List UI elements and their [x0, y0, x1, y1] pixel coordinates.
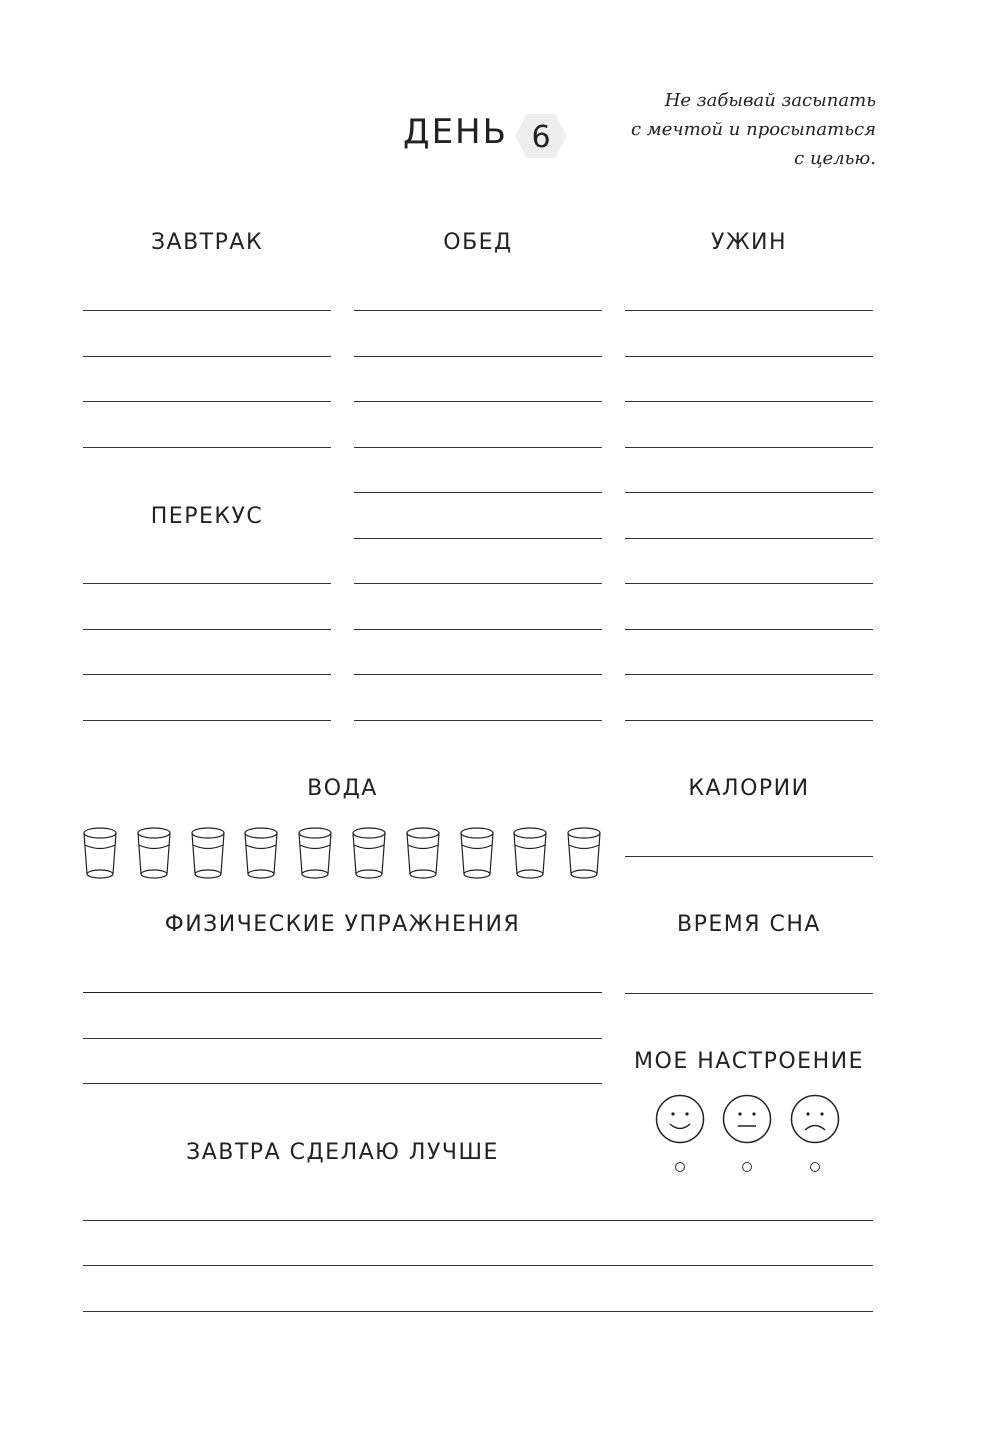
dinner-line[interactable]	[625, 674, 873, 675]
lunch-heading: ОБЕД	[443, 230, 513, 255]
water-glass-icon[interactable]	[295, 826, 335, 882]
dinner-line[interactable]	[625, 629, 873, 630]
breakfast-line[interactable]	[83, 447, 331, 448]
quote-line: с целью.	[794, 148, 876, 169]
water-glass-icon[interactable]	[510, 826, 550, 882]
water-heading: ВОДА	[307, 776, 378, 801]
water-glass-icon[interactable]	[241, 826, 281, 882]
breakfast-line[interactable]	[83, 310, 331, 311]
sleep-heading: ВРЕМЯ СНА	[677, 912, 821, 937]
better-tomorrow-line[interactable]	[83, 1265, 873, 1266]
lunch-line[interactable]	[354, 356, 602, 357]
lunch-line[interactable]	[354, 583, 602, 584]
exercise-heading: ФИЗИЧЕСКИЕ УПРАЖНЕНИЯ	[164, 912, 521, 937]
dinner-line[interactable]	[625, 447, 873, 448]
lunch-line[interactable]	[354, 629, 602, 630]
snack-line[interactable]	[83, 583, 331, 584]
breakfast-line[interactable]	[83, 401, 331, 402]
dinner-line[interactable]	[625, 538, 873, 539]
water-glasses	[80, 826, 605, 882]
neutral-face-icon	[722, 1094, 772, 1144]
lunch-line[interactable]	[354, 720, 602, 721]
water-glass-icon[interactable]	[564, 826, 604, 882]
breakfast-line[interactable]	[83, 356, 331, 357]
day-number: 6	[531, 120, 551, 155]
mood-heading: МОЕ НАСТРОЕНИЕ	[634, 1049, 864, 1074]
water-glass-icon[interactable]	[80, 826, 120, 882]
calories-heading: КАЛОРИИ	[688, 776, 810, 801]
snack-line[interactable]	[83, 629, 331, 630]
snack-line[interactable]	[83, 674, 331, 675]
exercise-line[interactable]	[83, 1083, 602, 1084]
dinner-line[interactable]	[625, 310, 873, 311]
better-tomorrow-line[interactable]	[83, 1311, 873, 1312]
water-glass-icon[interactable]	[403, 826, 443, 882]
lunch-line[interactable]	[354, 538, 602, 539]
dinner-heading: УЖИН	[710, 230, 788, 255]
dinner-line[interactable]	[625, 492, 873, 493]
dinner-line[interactable]	[625, 583, 873, 584]
happy-face-icon	[655, 1094, 705, 1144]
exercise-line[interactable]	[83, 992, 602, 993]
lunch-line[interactable]	[354, 447, 602, 448]
sleep-line[interactable]	[625, 993, 873, 994]
water-glass-icon[interactable]	[188, 826, 228, 882]
water-glass-icon[interactable]	[134, 826, 174, 882]
lunch-line[interactable]	[354, 310, 602, 311]
dinner-line[interactable]	[625, 720, 873, 721]
calories-line[interactable]	[625, 856, 873, 857]
quote-line: Не забывай засыпать	[664, 90, 876, 111]
better-tomorrow-heading: ЗАВТРА СДЕЛАЮ ЛУЧШЕ	[186, 1140, 499, 1165]
snack-heading: ПЕРЕКУС	[150, 504, 264, 529]
better-tomorrow-line[interactable]	[83, 1220, 873, 1221]
motivational-quote	[600, 86, 876, 173]
exercise-line[interactable]	[83, 1038, 602, 1039]
lunch-line[interactable]	[354, 492, 602, 493]
mood-radio-neutral[interactable]	[742, 1162, 752, 1172]
dinner-line[interactable]	[625, 356, 873, 357]
lunch-line[interactable]	[354, 401, 602, 402]
day-title: ДЕНЬ	[403, 112, 508, 152]
water-glass-icon[interactable]	[349, 826, 389, 882]
dinner-line[interactable]	[625, 401, 873, 402]
mood-radio-sad[interactable]	[810, 1162, 820, 1172]
mood-radio-happy[interactable]	[675, 1162, 685, 1172]
day-number-badge	[514, 112, 568, 160]
lunch-line[interactable]	[354, 674, 602, 675]
breakfast-heading: ЗАВТРАК	[150, 230, 264, 255]
water-glass-icon[interactable]	[457, 826, 497, 882]
sad-face-icon	[790, 1094, 840, 1144]
quote-line: с мечтой и просыпаться	[631, 119, 876, 140]
snack-line[interactable]	[83, 720, 331, 721]
